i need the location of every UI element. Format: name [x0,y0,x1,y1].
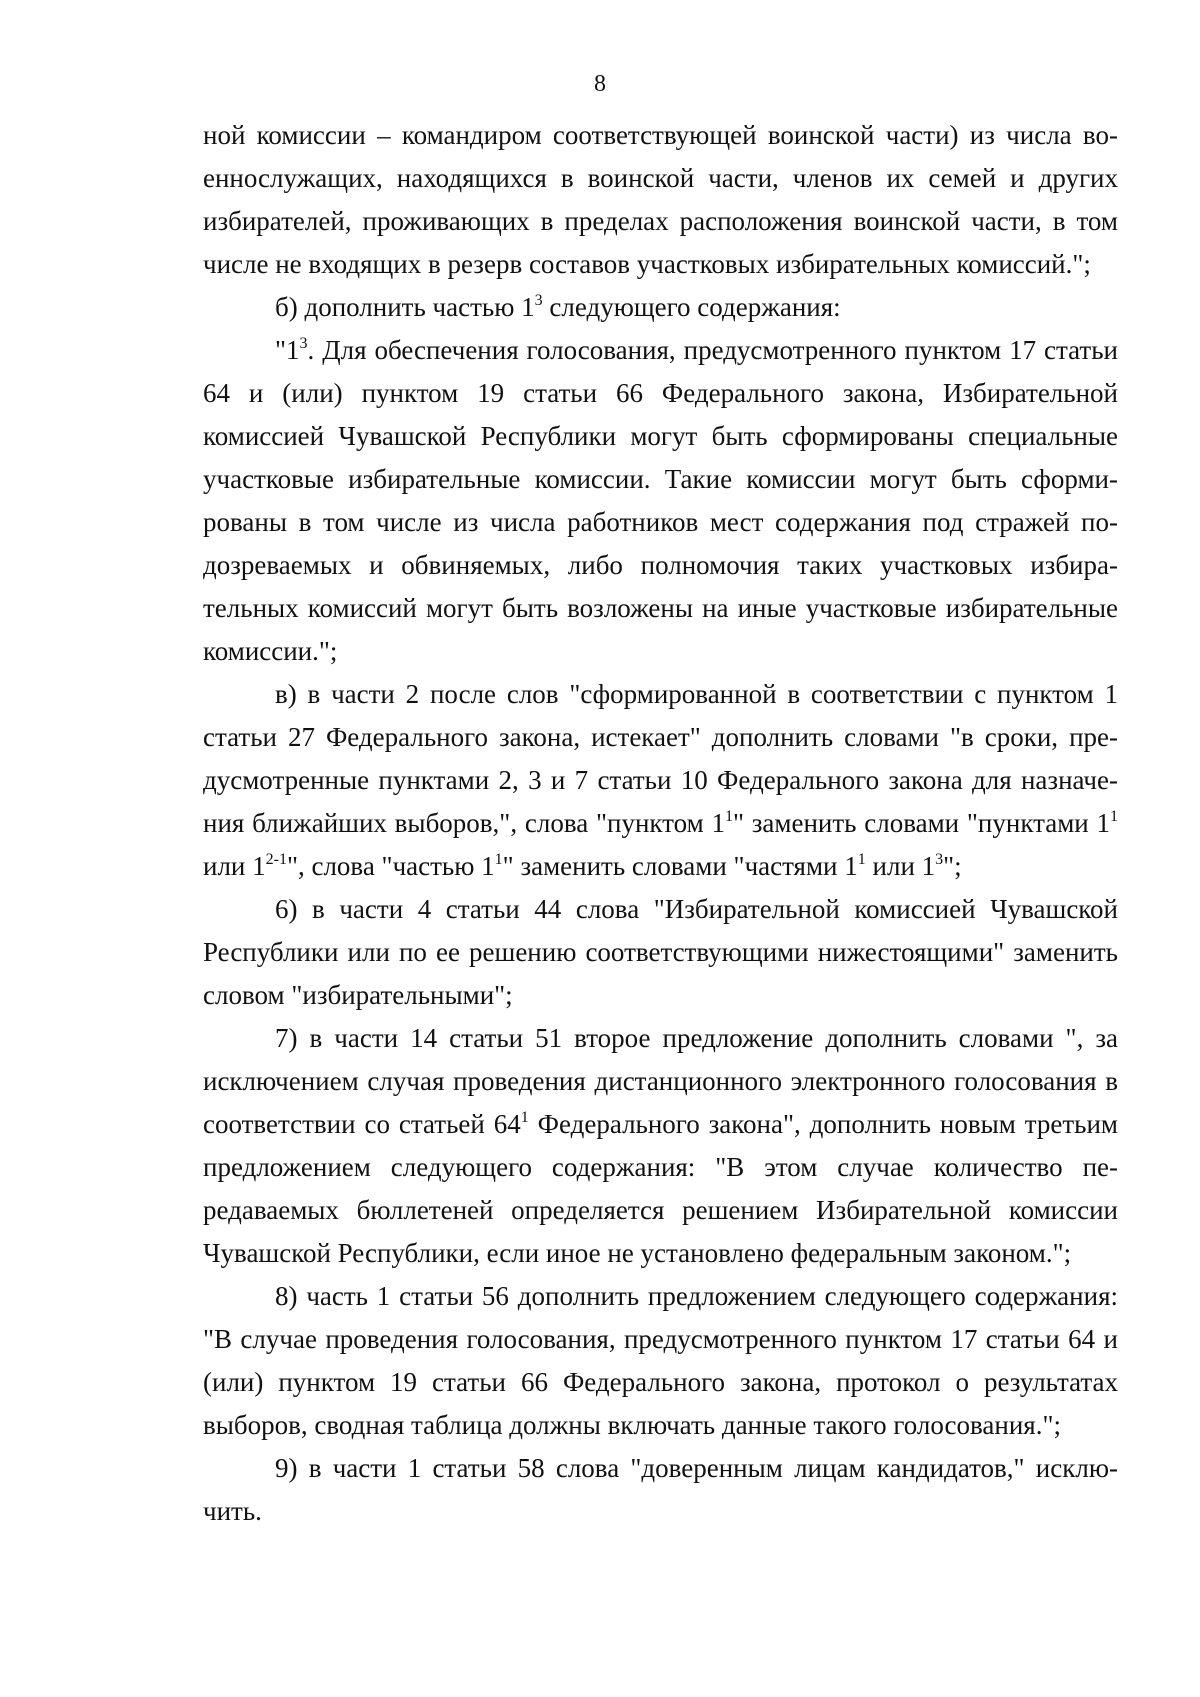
text-run: б) дополнить частью 1 [275,292,535,322]
document-body [203,114,1118,1533]
text-run: или 1 [203,851,266,881]
paragraph-item-7 [203,1017,1118,1275]
text-run: 6) в части 4 статьи 44 слова "Избирательной комиссией Чувашской Республики или по ее решению соответствующими нижестоящими" заменить словом "избирательными"; [203,894,1118,1010]
superscript: 3 [935,851,944,868]
superscript: 3 [299,335,308,352]
text-run: 7) в части 14 статьи 51 второе предложение дополнить словами ", за исключением случая проведения дистанционного электронного голосования в соответствии со статьей 64 [203,1023,1118,1139]
superscript: 3 [534,292,543,309]
paragraph-item-8 [203,1275,1118,1447]
text-run: " заменить словами "пунктами 1 [732,808,1111,838]
text-run: или 1 [865,851,936,881]
page-number: 8 [594,71,606,97]
superscript: 2-1 [265,851,287,868]
text-run: "; [943,851,962,881]
text-run: . Для обеспечения голосования, предусмотренного пунктом 17 статьи 64 и (или) пунктом 19 статьи 66 Федерального закона, Избирательной комиссией Чувашской Республики могут быть сформированы специальные участковые избирательные комиссии. Такие комиссии могут быть сформированы в том числе из числа работников мест содержания под стражей подозреваемых и обвиняемых, либо полномочия таких участковых избирательных комиссий могут быть возложены на иные участковые избирательные комиссии."; [203,335,1118,666]
paragraph-part-1-3 [203,329,1118,673]
superscript: 1 [494,851,503,868]
text-run: 9) в части 1 статьи 58 слова "доверенным лицам кандидатов," исключить. [203,1453,1118,1526]
paragraph-continuation [203,114,1118,286]
text-run: Федерального закона", дополнить новым третьим предложением следующего содержания: "В этом случае количество передаваемых бюллетеней определяется решением Избирательной комиссии Чувашской Республики, если иное не установлено федеральным законом."; [203,1109,1118,1268]
paragraph-item-6 [203,888,1118,1017]
superscript: 1 [857,851,866,868]
text-run: в) в части 2 после слов "сформированной в соответствии с пунктом 1 статьи 27 Федерального закона, истекает" дополнить словами "в сроки, предусмотренные пунктами 2, 3 и 7 статьи 10 Федерального закона для назначения ближайших выборов,", слова "пунктом 1 [203,679,1118,838]
text-run: ", слова "частью 1 [286,851,495,881]
text-run: 8) часть 1 статьи 56 дополнить предложением следующего содержания: "В случае проведения голосования, предусмотренного пунктом 17 статьи 64 и (или) пунктом 19 статьи 66 Федерального закона, протокол о результатах выборов, сводная таблица должны включать данные такого голосования."; [203,1281,1118,1440]
superscript: 1 [520,1109,529,1126]
superscript: 1 [1110,808,1119,825]
text-run: ной комиссии – командиром соответствующей воинской части) из числа военнослужащих, находящихся в воинской части, членов их семей и других избирателей, проживающих в пределах расположения воинской части, в том числе не входящих в резерв составов участковых избирательных комиссий."; [203,120,1118,279]
text-run: "1 [275,335,300,365]
superscript: 1 [724,808,733,825]
paragraph-item-v [203,673,1118,888]
paragraph-item-9 [203,1447,1118,1533]
text-run: следующего содержания: [542,292,841,322]
text-run: " заменить словами "частями 1 [502,851,858,881]
paragraph-item-b [203,286,1118,329]
